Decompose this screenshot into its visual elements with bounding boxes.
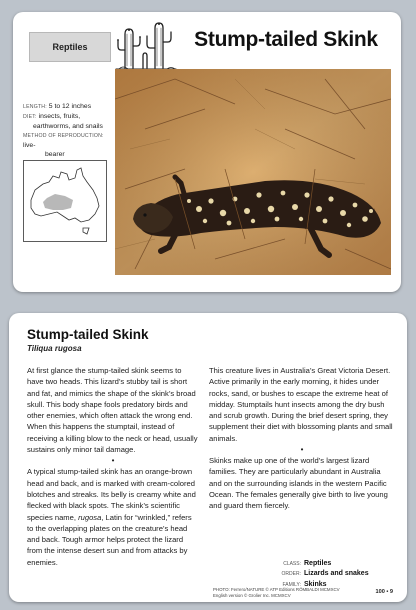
facts-block <box>23 102 113 169</box>
taxonomy-block <box>277 559 369 590</box>
bullet-separator: • <box>300 445 304 455</box>
front-card <box>13 12 401 292</box>
paragraph-1: At first glance the stump-tailed skink seems to have two heads. This lizard’s stubby tail is short and fat, and mimics the shape of the skink’s broad skull. This body shape fools predatory birds and other enemies, which often attack the wrong end. When this happens the stumptail, instead of receiving a killing blow to the neck or head, usually sustains only minor tail damage. <box>27 366 198 455</box>
taxonomy-order: ORDER: Lizards and snakes <box>281 570 369 578</box>
fact-method-cont: bearer <box>45 151 65 158</box>
photo-credits: PHOTO: Ferrero/NATURE © ATP Editions RÖMBALDI MCMXCV English version © Grolier Inc. MCMXCV <box>213 587 340 598</box>
scientific-name: Tiliqua rugosa <box>27 344 82 353</box>
fact-length: LENGTH: 5 to 12 inches <box>23 103 92 110</box>
fact-diet-cont: earthworms, and snails <box>33 123 103 130</box>
card-code: 100 • 9 <box>375 589 393 595</box>
taxonomy-family: FAMILY: Skinks <box>282 580 327 588</box>
back-title: Stump-tailed Skink <box>27 327 149 342</box>
paragraph-2: A typical stump-tailed skink has an orange-brown head and back, and is marked with cream-colored blotches and streaks. Its belly is creamy white and flecked with black spots. The skink’s scientific species name, rugosa, Latin for “wrinkled,” refers to the overlapping plates on the creature’s head and back. Tough armor helps protect the lizard from the intense desert sun and from attacks by enemies. <box>27 467 196 567</box>
cactus-icon <box>115 20 177 72</box>
category-label: Reptiles <box>29 32 111 62</box>
text-column-right <box>209 365 395 512</box>
text-column-left <box>27 365 199 568</box>
back-card <box>9 313 407 602</box>
bullet-separator: • <box>111 456 115 466</box>
paragraph-3: This creature lives in Australia’s Great Victoria Desert. Active primarily in the early morning, it hides under rocks, sand, or bushes to escape the extreme heat of midday. Stumptails hunt insects among the dry bush and scrub growth. During the brief desert spring, they supplement their diet with blossoming plants and small animals. <box>209 366 393 443</box>
fact-method: METHOD OF REPRODUCTION: live- <box>23 133 104 149</box>
paragraph-4: Skinks make up one of the world’s largest lizard families. They are particularly abundant in Australia and on the surrounding islands in the western Pacific Ocean. The females generally give birth to live young and guard them fiercely. <box>209 456 388 511</box>
skink-photo <box>115 69 391 275</box>
australia-map-icon <box>23 160 107 242</box>
species-term: rugosa <box>78 512 102 522</box>
front-title: Stump-tailed Skink <box>194 28 378 51</box>
fact-diet: DIET: insects, fruits, <box>23 113 81 120</box>
taxonomy-class: CLASS: Reptiles <box>283 560 332 567</box>
